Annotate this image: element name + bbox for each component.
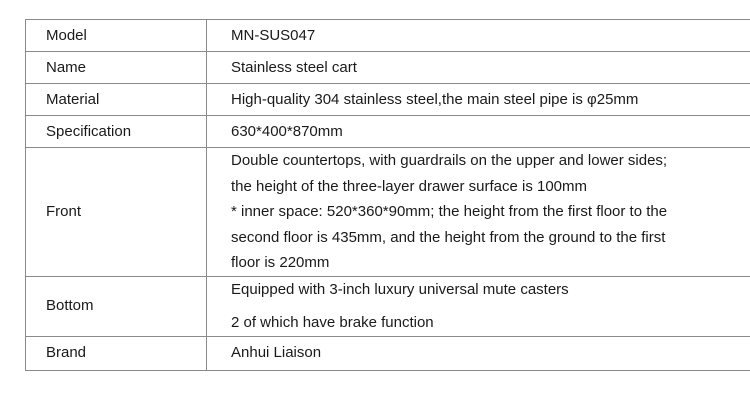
- table-row: [26, 276, 750, 336]
- row-value-specification: 630*400*870mm: [207, 116, 750, 148]
- row-label-front: Front: [26, 148, 207, 277]
- row-value-bottom: [207, 276, 750, 336]
- front-line-4: second floor is 435mm, and the height from the ground to the first: [231, 228, 666, 246]
- table-row: [26, 148, 750, 277]
- table-row: [26, 52, 750, 84]
- row-label-brand: Brand: [26, 336, 207, 370]
- row-label-bottom: Bottom: [26, 276, 207, 336]
- bottom-line-1: Equipped with 3-inch luxury universal mute casters: [231, 281, 569, 298]
- table-row: [26, 20, 750, 52]
- row-value-front: [207, 148, 750, 277]
- row-value-material: High-quality 304 stainless steel,the main steel pipe is φ25mm: [207, 84, 750, 116]
- front-line-3: * inner space: 520*360*90mm; the height from the first floor to the: [231, 203, 668, 220]
- front-line-1: Double countertops, with guardrails on the upper and lower sides;: [231, 152, 668, 169]
- row-value-model: MN-SUS047: [207, 20, 750, 52]
- table-row: [26, 84, 750, 116]
- row-label-model: Model: [26, 20, 207, 52]
- row-value-brand: Anhui Liaison: [207, 336, 750, 370]
- row-label-material: Material: [26, 84, 207, 116]
- front-line-5: floor is 220mm: [231, 254, 330, 271]
- bottom-line-2: 2 of which have brake function: [231, 313, 434, 331]
- table-row: [26, 116, 750, 148]
- row-value-name: Stainless steel cart: [207, 52, 750, 84]
- row-label-name: Name: [26, 52, 207, 84]
- row-label-specification: Specification: [26, 116, 207, 148]
- table-row: [26, 336, 750, 370]
- front-line-2: the height of the three-layer drawer surface is 100mm: [231, 177, 588, 195]
- spec-table: [25, 19, 750, 371]
